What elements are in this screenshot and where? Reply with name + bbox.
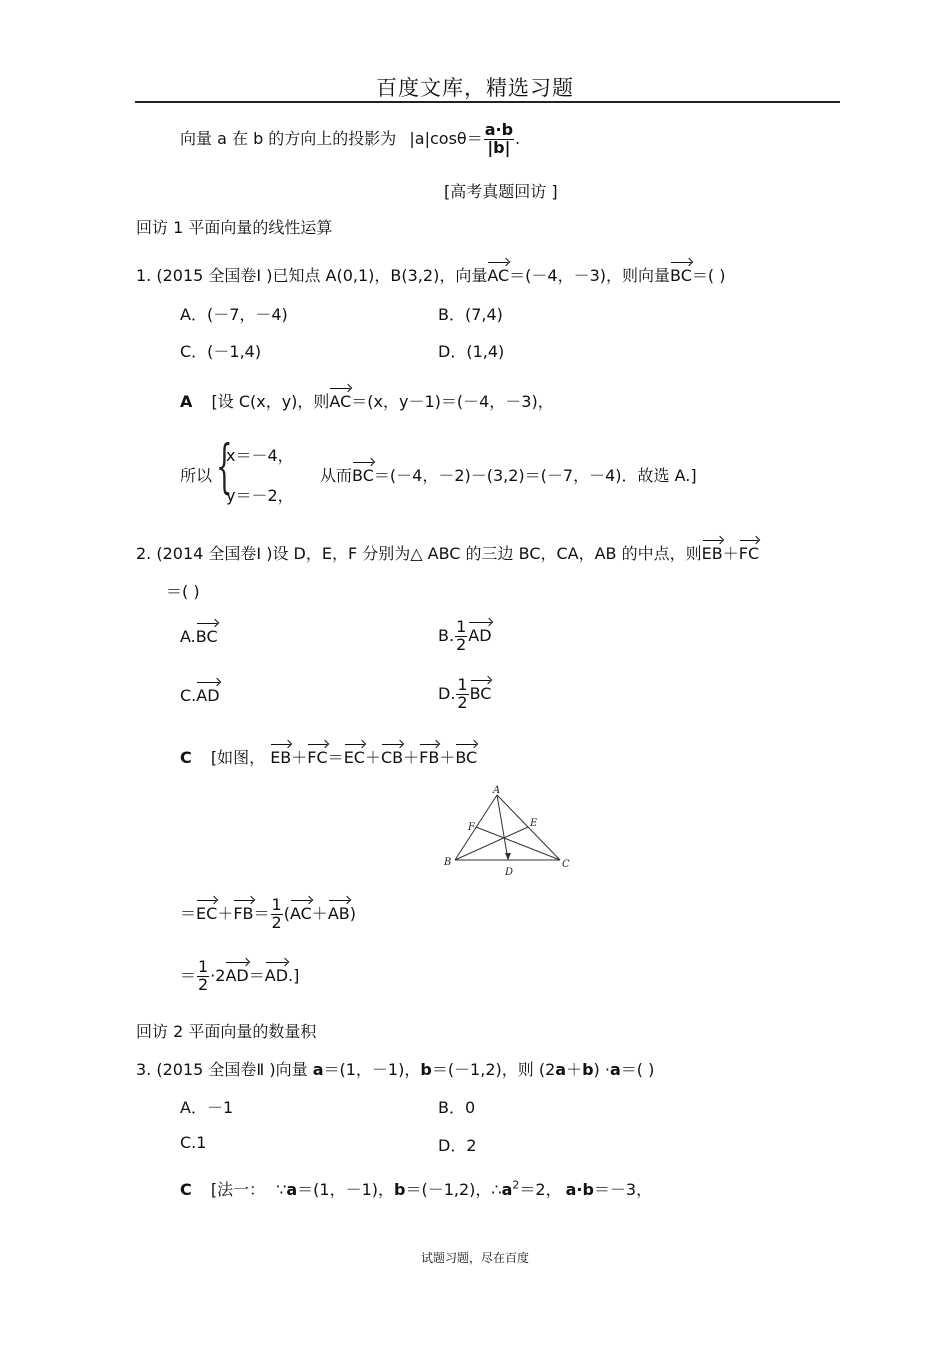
question-2-stem: 2. (2014 全国卷Ⅰ )设 D，E，F 分别为△ ABC 的三边 BC，CA，AB 的中点，则EB＋FC <box>136 544 760 563</box>
q2-solution-line-1: C [如图， EB＋FC＝EC＋CB＋FB＋BC <box>180 748 478 767</box>
q1-option-a: A．(－7，－4) <box>180 305 288 324</box>
part-1-heading: 回访 1 平面向量的线性运算 <box>136 218 333 237</box>
q3-option-c: C.1 <box>180 1133 207 1152</box>
q2-solution-line-3: ＝ $\frac{1}{2}$ ·2AD＝AD.] <box>180 957 300 994</box>
label-e: E <box>530 818 538 829</box>
question-1-stem: 1. (2015 全国卷Ⅰ )已知点 A(0,1)，B(3,2)，向量AC＝(－4，－3)，则向量BC＝( ) <box>136 266 726 285</box>
system-eq-2: y＝－2， <box>226 486 294 505</box>
q3-option-d: D．2 <box>438 1136 477 1155</box>
projection-fraction: $\frac{a\cdot b}{|b|}$ <box>484 120 514 157</box>
label-f: F <box>468 822 475 833</box>
system-brace: { <box>216 432 233 500</box>
projection-text: 向量 a 在 b 的方向上的投影为 <box>180 128 397 148</box>
q1-option-c: C．(－1,4) <box>180 342 262 361</box>
q2-option-b: B. $\frac{1}{2}$ AD <box>438 617 492 654</box>
triangle-figure <box>440 785 575 880</box>
q3-answer: C <box>180 1180 192 1199</box>
page-footer: 试题习题，尽在百度 <box>420 1251 529 1265</box>
q2-solution-line-2: ＝EC＋FB＝ $\frac{1}{2}$ (AC＋AB) <box>180 895 356 932</box>
question-2-stem-cont: ＝( ) <box>166 582 200 601</box>
label-a: A <box>493 785 501 796</box>
q3-option-b: B．0 <box>438 1098 476 1117</box>
part-2-heading: 回访 2 平面向量的数量积 <box>136 1022 317 1041</box>
q1-solution-line-1: A [设 C(x，y)，则AC＝(x，y－1)＝(－4，－3)， <box>180 392 554 411</box>
projection-line <box>180 122 520 157</box>
label-d: D <box>505 867 514 878</box>
q1-answer: A <box>180 392 193 411</box>
q3-option-a: A．－1 <box>180 1098 234 1117</box>
label-c: C <box>562 859 570 870</box>
page-header-title: 百度文库，精选习题 <box>376 76 574 100</box>
section-heading: [高考真题回访 ] <box>444 182 558 201</box>
q3-solution-line-1: C [法一： ∵a＝(1，－1)，b＝(－1,2)，$\therefore a^2=2$， a·b＝－3， <box>180 1178 653 1199</box>
q2-answer: C <box>180 748 192 767</box>
arrow-head <box>505 853 511 860</box>
q2-option-c: C.AD <box>180 686 220 705</box>
projection-formula: |a|cosθ＝ $\frac{a\cdot b}{|b|}$ . <box>409 120 521 157</box>
q1-solution-line-2: 从而BC＝(－4，－2)－(3,2)＝(－7，－4)．故选 A.] <box>320 466 697 485</box>
q2-option-a: A.BC <box>180 627 218 646</box>
question-3-stem: 3. (2015 全国卷Ⅱ )向量 a＝(1，－1)，b＝(－1,2)，则 (2a＋b) ·a＝( ) <box>136 1060 655 1079</box>
q1-option-d: D．(1,4) <box>438 342 505 361</box>
q1-solution-prefix: 所以 <box>180 466 213 485</box>
q1-option-b: B．(7,4) <box>438 305 503 324</box>
header-rule <box>135 101 840 103</box>
label-b: B <box>444 857 452 868</box>
system-eq-1: x＝－4， <box>226 446 294 465</box>
q2-option-d: D. $\frac{1}{2}$ BC <box>438 675 492 712</box>
